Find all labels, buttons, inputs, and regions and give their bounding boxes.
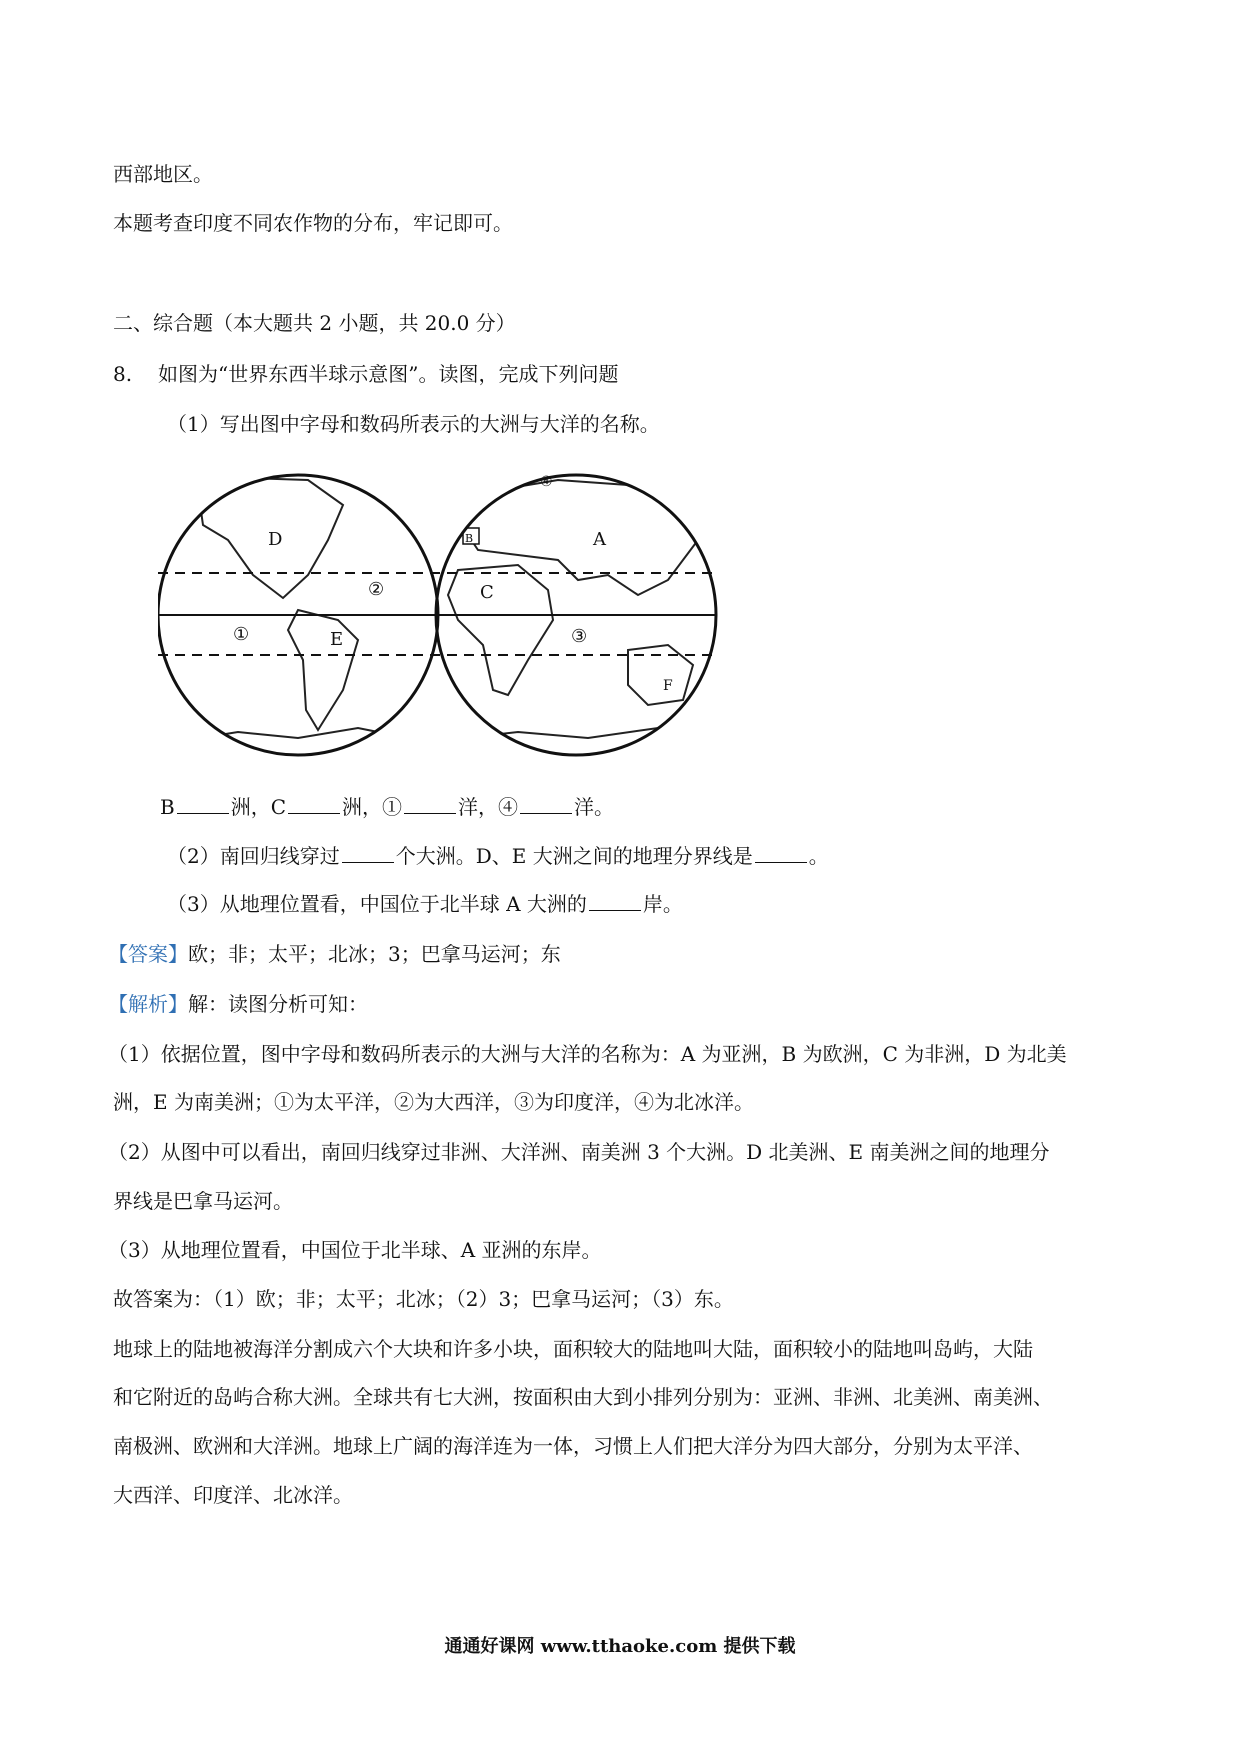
blank-one[interactable] (404, 793, 456, 814)
map-label-three: ③ (571, 626, 588, 647)
question-number: 8. (113, 362, 133, 386)
sub-question-2: （2）南回归线穿过 个大洲。D、E 大洲之间的地理分界线是 。 (167, 844, 829, 868)
analysis-paragraph: （1）依据位置，图中字母和数码所表示的大洲与大洋的名称为：A 为亚洲，B 为欧洲，C 为非洲，D 为北美 (108, 1042, 1067, 1066)
map-label-two: ② (368, 579, 385, 600)
world-hemispheres-map (158, 470, 718, 770)
map-label-e: E (330, 629, 344, 650)
analysis-tag: 【解析】 (108, 992, 188, 1016)
map-label-four: ④ (540, 474, 553, 490)
map-label-one: ① (233, 624, 250, 645)
western-hemisphere (188, 478, 418, 740)
south-america-shape (288, 610, 358, 730)
final-answer: 故答案为：（1）欧；非；太平；北冰；（2）3；巴拿马运河；（3）东。 (113, 1287, 734, 1311)
analysis-line (108, 990, 368, 1018)
map-label-a: A (593, 529, 606, 550)
eurasia-shape (458, 480, 698, 595)
section-heading: 二、综合题（本大题共 2 小题，共 20.0 分） (113, 311, 516, 335)
map-label-c: C (480, 582, 494, 603)
blank-boundary[interactable] (755, 842, 807, 863)
page-footer: 通通好课网 www.tthaoke.com 提供下载 (444, 1636, 796, 1657)
blank-c[interactable] (288, 793, 340, 814)
knowledge-paragraph: 地球上的陆地被海洋分割成六个大块和许多小块，面积较大的陆地叫大陆，面积较小的陆地叫岛屿，大陆 (113, 1337, 1033, 1361)
sub-question-3: （3）从地理位置看，中国位于北半球 A 大洲的 岸。 (167, 892, 683, 916)
text-line: 本题考查印度不同农作物的分布，牢记即可。 (113, 211, 513, 235)
sub-question-1: （1）写出图中字母和数码所表示的大洲与大洋的名称。 (167, 412, 660, 436)
map-label-d: D (268, 529, 283, 550)
analysis-paragraph: （3）从地理位置看，中国位于北半球、A 亚洲的东岸。 (108, 1238, 602, 1262)
text-line: 西部地区。 (113, 162, 213, 186)
analysis-paragraph: （2）从图中可以看出，南回归线穿过非洲、大洋洲、南美洲 3 个大洲。D 北美洲、E 南美洲之间的地理分 (108, 1140, 1050, 1164)
analysis-text: 解：读图分析可知： (188, 992, 368, 1016)
answer-text: 欧；非；太平；北冰；3；巴拿马运河；东 (188, 942, 561, 966)
knowledge-paragraph: 南极洲、欧洲和大洋洲。地球上广阔的海洋连为一体，习惯上人们把大洋分为四大部分，分别为太平洋、 (113, 1434, 1033, 1458)
map-label-b: B (465, 532, 474, 545)
answer-tag: 【答案】 (108, 942, 188, 966)
analysis-paragraph: 洲，E 为南美洲；①为太平洋，②为大西洋，③为印度洋，④为北冰洋。 (113, 1090, 754, 1114)
knowledge-paragraph: 大西洋、印度洋、北冰洋。 (113, 1483, 353, 1507)
blank-continents-count[interactable] (342, 842, 394, 863)
antarctica-east-shape (448, 728, 718, 740)
blank-coast[interactable] (589, 890, 641, 911)
blank-four[interactable] (520, 793, 572, 814)
answer-line (108, 940, 561, 968)
africa-shape (448, 565, 553, 695)
blank-b[interactable] (177, 793, 229, 814)
analysis-paragraph: 界线是巴拿马运河。 (113, 1189, 293, 1213)
knowledge-paragraph: 和它附近的岛屿合称大洲。全球共有七大洲，按面积由大到小排列分别为：亚洲、非洲、北美洲、南美洲、 (113, 1385, 1053, 1409)
map-label-f: F (663, 678, 673, 694)
question-text: 如图为“世界东西半球示意图”。读图，完成下列问题 (158, 362, 619, 386)
answer-blanks-line: B 洲，C 洲，① 洋，④ 洋。 (160, 795, 615, 819)
